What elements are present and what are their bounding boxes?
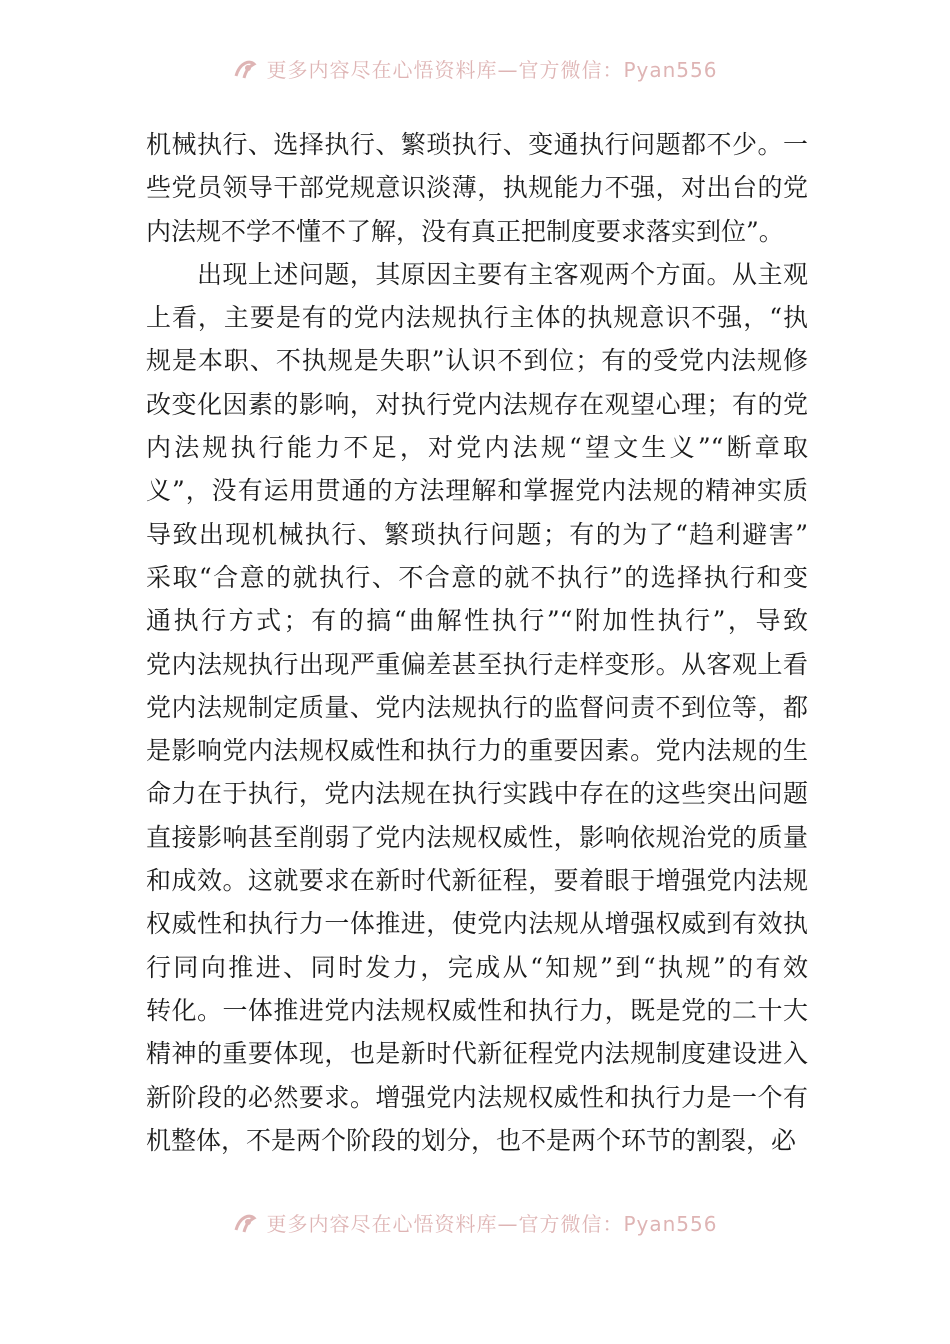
text-line: 内法规执行能力不足，对党内法规“望文生义”“断章取: [146, 433, 808, 463]
text-line: 权威性和执行力一体推进，使党内法规从增强权威到有效执: [146, 909, 808, 939]
text-line: 是影响党内法规权威性和执行力的重要因素。党内法规的生: [146, 736, 808, 766]
text-line: 义”，没有运用贯通的方法理解和掌握党内法规的精神实质: [146, 476, 808, 506]
text-line: 机械执行、选择执行、繁琐执行、变通执行问题都不少。一: [146, 130, 808, 159]
watermark-text: 更多内容尽在心悟资料库—官方微信：Pyan556: [266, 1212, 718, 1236]
logo-icon: [232, 56, 258, 82]
text-line: 党内法规执行出现严重偏差甚至执行走样变形。从客观上看: [146, 649, 808, 679]
text-line: 行同向推进、同时发力，完成从“知规”到“执规”的有效: [146, 952, 808, 982]
footer-watermark: [0, 1208, 950, 1237]
text-line: 改变化因素的影响，对执行党内法规存在观望心理；有的党: [146, 389, 808, 419]
watermark-text: 更多内容尽在心悟资料库—官方微信：Pyan556: [266, 58, 718, 82]
text-line: 精神的重要体现，也是新时代新征程党内法规制度建设进入: [146, 1039, 808, 1069]
text-line: 些党员领导干部党规意识淡薄，执规能力不强，对出台的党: [146, 173, 808, 203]
text-line: 党内法规制定质量、党内法规执行的监督问责不到位等，都: [146, 692, 808, 722]
document-body: [146, 123, 808, 1162]
text-line: 直接影响甚至削弱了党内法规权威性，影响依规治党的质量: [146, 822, 808, 852]
text-line: 和成效。这就要求在新时代新征程，要着眼于增强党内法规: [146, 866, 808, 896]
logo-icon: [232, 1210, 258, 1236]
header-watermark: [0, 54, 950, 83]
text-line: 内法规不学不懂不了解，没有真正把制度要求落实到位”。: [146, 216, 784, 246]
text-line: 出现上述问题，其原因主要有主客观两个方面。从主观: [146, 259, 808, 289]
text-line: 新阶段的必然要求。增强党内法规权威性和执行力是一个有: [146, 1082, 808, 1112]
text-line: 通执行方式；有的搞“曲解性执行”“附加性执行”，导致: [146, 606, 808, 636]
text-line: 上看，主要是有的党内法规执行主体的执规意识不强，“执: [146, 303, 808, 333]
text-line: 转化。一体推进党内法规权威性和执行力，既是党的二十大: [146, 995, 808, 1025]
text-line: 采取“合意的就执行、不合意的就不执行”的选择执行和变: [146, 562, 808, 592]
text-line: 规是本职、不执规是失职”认识不到位；有的受党内法规修: [146, 346, 808, 376]
text-line: 机整体，不是两个阶段的划分，也不是两个环节的割裂，必: [146, 1125, 797, 1155]
text-line: 命力在于执行，党内法规在执行实践中存在的这些突出问题: [146, 779, 808, 809]
text-line: 导致出现机械执行、繁琐执行问题；有的为了“趋利避害”: [146, 519, 808, 549]
